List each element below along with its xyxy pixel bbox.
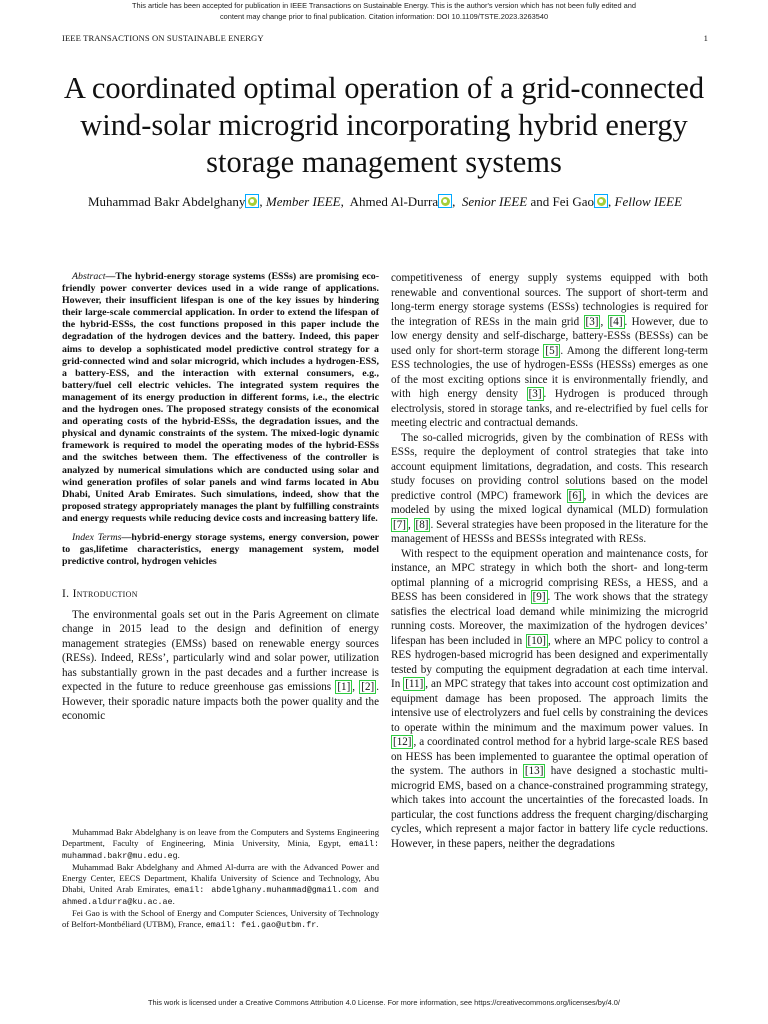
abstract <box>62 271 379 525</box>
orcid-icon[interactable] <box>245 194 259 208</box>
left-column <box>62 271 379 724</box>
index-terms-label: Index Terms <box>72 531 122 543</box>
citation-link[interactable]: [7] <box>393 518 406 531</box>
footnotes <box>62 827 379 931</box>
citation-link[interactable]: [9] <box>532 591 546 603</box>
author-role: Member IEEE <box>265 194 341 209</box>
right-column <box>391 271 708 851</box>
author-name: Ahmed Al-Durra <box>349 194 439 209</box>
author-name: Fei Gao <box>552 194 595 209</box>
abstract-text: —The hybrid-energy storage systems (ESSs) are promising eco-friendly power converter devices used in a wide range of applications. However, their insufficient lifespan is one of the key issues by hindering their large-scale commercial application. In order to extend the lifespan of the hybrid-ESSs, the cost functions proposed in this paper include the degradation of the hydrogen devices and the battery. Indeed, this paper aims to develop a sophisticated model predictive control strategy for a grid-connected wind and solar microgrid, which includes a hydrogen-ESS, a battery-ESS, and the interaction with external consumers, e.g., battery/fuel cell electric vehicles. The integrated system requires the management of its energy production in different forms, i.e., the electric and the hydrogen ones. The proposed strategy consists of the economical and operating costs of the hybrid-ESSs, the degradation issues, and the physical and dynamic constraints of the system. The mixed-logic dynamic framework is required to model the operating modes of the hybrid-ESSs and the switches between them. The effectiveness of the controller is analyzed by numerical simulations which are conducted using solar and wind generation profiles of solar panels and wind farms located in Abu Dhabi, United Arab Emirates. Such simulations, indeed, show that the proposed strategy appropriately manages the plant by fulfilling constraints and energy requests while reducing device costs and increasing battery life. <box>62 271 379 524</box>
author-name: Muhammad Bakr Abdelghany <box>87 194 246 209</box>
citation-link[interactable]: [3] <box>528 388 542 400</box>
intro-paragraph: The environmental goals set out in the Paris Agreement on climate change in 2015 lead to the design and definition of energy management strategies (EMSs) based on renewable energy sources (RESs). Indeed, RESs’, particularly wind and solar power, utilization has substantially grown in the past decades and a further increase is expected in the future to reduce greenhouse gas emissions [1] , [2] . However, their sporadic nature impacts both the power quality and the economic <box>62 608 379 723</box>
footnote: Muhammad Bakr Abdelghany is on leave from the Computers and Systems Engineering Department, Faculty of Engineering, Minia University, Minia, Egypt, email: muhammad.bakr@mu.edu.eg. <box>62 827 379 861</box>
author-role: Senior IEEE <box>461 194 528 209</box>
email-address[interactable]: email: abdelghany.muhammad@gmail.com and ahmed.aldurra@ku.ac.ae <box>62 885 379 907</box>
accepted-notice-line-1: This article has been accepted for publication in IEEE Transactions on Sustainable Energy. This is the author's version which has not been fully edited and <box>132 1 636 10</box>
citation-link[interactable]: [10] <box>527 634 546 647</box>
orcid-icon[interactable] <box>438 194 452 208</box>
email-address[interactable]: email: muhammad.bakr@mu.edu.eg <box>62 839 379 861</box>
footnote: Fei Gao is with the School of Energy and Computer Sciences, University of Technology of Belfort-Montbéliard (UTBM), France, email: fei.gao@utbm.fr. <box>62 908 379 930</box>
author-list: Muhammad Bakr Abdelghany , Member IEEE, Ahmed Al-Durra , Senior IEEE and Fei Gao , Fellow IEEE <box>87 194 683 209</box>
running-head <box>62 33 708 45</box>
citation-link[interactable]: [12] <box>393 736 412 748</box>
paper-title: A coordinated optimal operation of a grid-connected wind-solar microgrid incorporating hybrid energy storage management systems <box>63 71 705 179</box>
journal-name: IEEE TRANSACTIONS ON SUSTAINABLE ENERGY <box>62 33 264 43</box>
citation-link[interactable]: [4] <box>609 315 623 328</box>
index-terms <box>62 532 379 568</box>
citation-link[interactable]: [3] <box>585 315 599 328</box>
body-paragraph: With respect to the equipment operation and maintenance costs, for instance, an MPC strategy in which both the short- and long-term optimal planning of a microgrid comprising RESs, a HESS, and a BESS has been considered in [9] . The work shows that the strategy satisfies the electrical load demand while minimizing the microgrid running costs. Moreover, the maximization of the hydrogen devices’ lifespan has been included in [10] , where an MPC policy to control a RES hydrogen-based microgrid has been designed and experimentally tested by computing the equipment degradation at each time interval. In [11] , an MPC strategy that takes into account cost optimization and equipment damage has been proposed. The approach limits the intensive use of electrolyzers and fuel cells by constraining the devices to operate within the minimum and the maximum power values. In [12] , a coordinated control method for a hybrid large-scale RES based on HESS has been implemented to guarantee the optimal operation of the system. The authors in [13] have designed a stochastic multi-microgrid EMS, based on a chance-constrained programming strategy, which takes into account the uncertainties of the forecasted loads. In particular, the cost functions address the frequent charging/discharging cycles, which represent a major factor in battery life cycle reductions. However, in these papers, neither the degradations <box>391 547 709 850</box>
citation-link[interactable]: [13] <box>524 765 544 777</box>
page-number: 1 <box>703 33 708 43</box>
citation-link[interactable]: [2] <box>361 681 375 694</box>
citation-link[interactable]: [11] <box>405 678 424 690</box>
citation-link[interactable]: [6] <box>568 489 582 502</box>
citation-link[interactable]: [8] <box>415 518 429 531</box>
abstract-label: Abstract <box>72 271 106 282</box>
author-role: Fellow IEEE <box>614 194 683 209</box>
citation-link[interactable]: [1] <box>337 681 351 694</box>
body-paragraph: The so-called microgrids, given by the combination of RESs with ESSs, require the deployment of control strategies that take into account equipment limitations, degradation, and costs. This research study focuses on providing control solutions based on the model predictive control (MPC) framework [6] , in which the devices are modeled by using the mixed logical dynamical (MLD) formulation [7] , [8] . Several strategies have been proposed in the literature for the management of HESSs and BESSs integrated with RESs. <box>391 431 708 545</box>
section-heading: I. Introduction <box>62 587 138 601</box>
email-address[interactable]: email: fei.gao@utbm.fr <box>205 920 317 930</box>
footnote: Muhammad Bakr Abdelghany and Ahmed Al-durra are with the Advanced Power and Energy Center, EECS Department, Khalifa University of Science and Technology, Abu Dhabi, United Arab Emirates, email: abdelghany.muhammad@gmail.com and ahmed.aldurra@ku.ac.ae. <box>62 862 379 907</box>
license-notice: This work is licensed under a Creative Commons Attribution 4.0 License. For more information, see https://creativecommons.org/licenses/by/4.0/ <box>148 998 620 1007</box>
accepted-notice <box>0 0 768 22</box>
body-paragraph: competitiveness of energy supply systems equipped with both renewable and conventional sources. The support of short-term and long-term energy storage systems (ESSs) technologies is required for the integration of RESs in the main grid [3] , [4] . However, due to low energy density and self-discharge, battery-ESSs (BESSs) can be used only for short-term storage [5] . Among the different long-term ESS technologies, the use of hydrogen-ESSs (HESSs) emerges as one of the most exciting options since it is environmentally friendly, and with high energy density [3] . Hydrogen is produced through electrolysis, stored in storage tanks, and re-electrified by fuel cells for meeting electric and contractual demands. <box>391 272 709 429</box>
accepted-notice-line-2: content may change prior to final publication. Citation information: DOI 10.1109/TSTE.2023.3263540 <box>219 12 549 21</box>
citation-link[interactable]: [5] <box>545 344 559 357</box>
orcid-icon[interactable] <box>594 194 608 208</box>
index-terms-text: —hybrid-energy storage systems, energy conversion, power to gas,lifetime characteristics, energy management system, model predictive control, hydrogen vehicles <box>62 531 379 568</box>
